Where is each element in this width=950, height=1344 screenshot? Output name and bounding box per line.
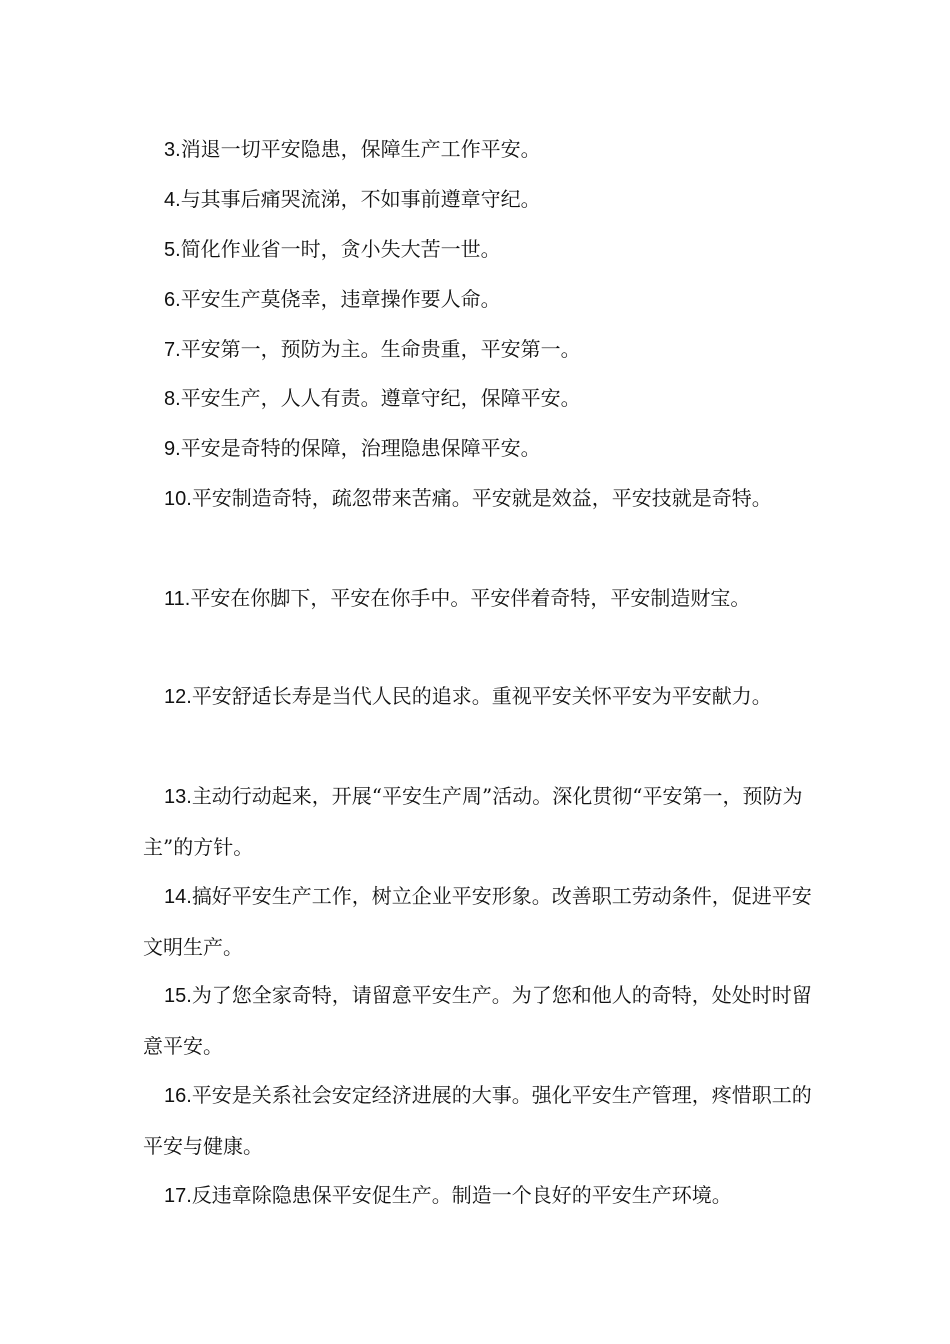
list-item <box>143 224 823 275</box>
list-item <box>143 373 823 424</box>
item-number: 17. <box>164 1185 192 1207</box>
item-number: 14. <box>164 886 192 908</box>
item-text: 反违章除隐患保平安促生产。制造一个良好的平安生产环境。 <box>191 1183 732 1207</box>
list-item <box>143 671 823 722</box>
item-text: 搞好平安生产工作，树立企业平安形象。改善职工劳动条件，促进平安文明生产。 <box>143 884 812 959</box>
item-text: 平安第一，预防为主。生命贵重，平安第一。 <box>180 337 581 361</box>
item-number: 5. <box>164 239 181 261</box>
list-item <box>143 274 823 325</box>
list-item <box>143 473 823 524</box>
list-item <box>143 1070 823 1171</box>
item-number: 13. <box>164 786 192 808</box>
item-number: 8. <box>164 388 181 410</box>
item-text: 平安舒适长寿是当代人民的追求。重视平安关怀平安为平安献力。 <box>191 684 772 708</box>
list-item <box>143 970 823 1071</box>
list-item <box>143 1170 823 1221</box>
item-number: 9. <box>164 438 181 460</box>
item-text: 简化作业省一时，贪小失大苦一世。 <box>180 237 501 261</box>
item-number: 3. <box>164 139 181 161</box>
item-number: 11. <box>164 588 191 610</box>
item-text: 消退一切平安隐患，保障生产工作平安。 <box>180 137 541 161</box>
list-item <box>143 871 823 972</box>
item-text: 与其事后痛哭流涕，不如事前遵章守纪。 <box>180 187 541 211</box>
item-text: 平安生产莫侥幸，违章操作要人命。 <box>180 287 501 311</box>
item-text: 平安在你脚下，平安在你手中。平安伴着奇特，平安制造财宝。 <box>190 586 751 610</box>
item-text: 主动行动起来，开展“平安生产周”活动。深化贯彻“平安第一，预防为主”的方针。 <box>143 784 803 859</box>
list-item <box>143 573 823 624</box>
item-text: 平安是奇特的保障，治理隐患保障平安。 <box>180 436 541 460</box>
item-text: 为了您全家奇特，请留意平安生产。为了您和他人的奇特，处处时时留意平安。 <box>143 983 812 1058</box>
list-item <box>143 324 823 375</box>
item-number: 10. <box>164 488 192 510</box>
list-item <box>143 423 823 474</box>
list-item <box>143 124 823 175</box>
item-number: 4. <box>164 189 181 211</box>
item-text: 平安制造奇特，疏忽带来苦痛。平安就是效益，平安技就是奇特。 <box>191 486 772 510</box>
list-item <box>143 174 823 225</box>
item-text: 平安生产，人人有责。遵章守纪，保障平安。 <box>180 386 581 410</box>
item-number: 6. <box>164 289 181 311</box>
item-text: 平安是关系社会安定经济进展的大事。强化平安生产管理，疼惜职工的平安与健康。 <box>143 1083 812 1158</box>
list-item <box>143 771 823 872</box>
item-number: 15. <box>164 985 192 1007</box>
item-number: 16. <box>164 1085 192 1107</box>
item-number: 7. <box>164 339 181 361</box>
item-number: 12. <box>164 686 192 708</box>
